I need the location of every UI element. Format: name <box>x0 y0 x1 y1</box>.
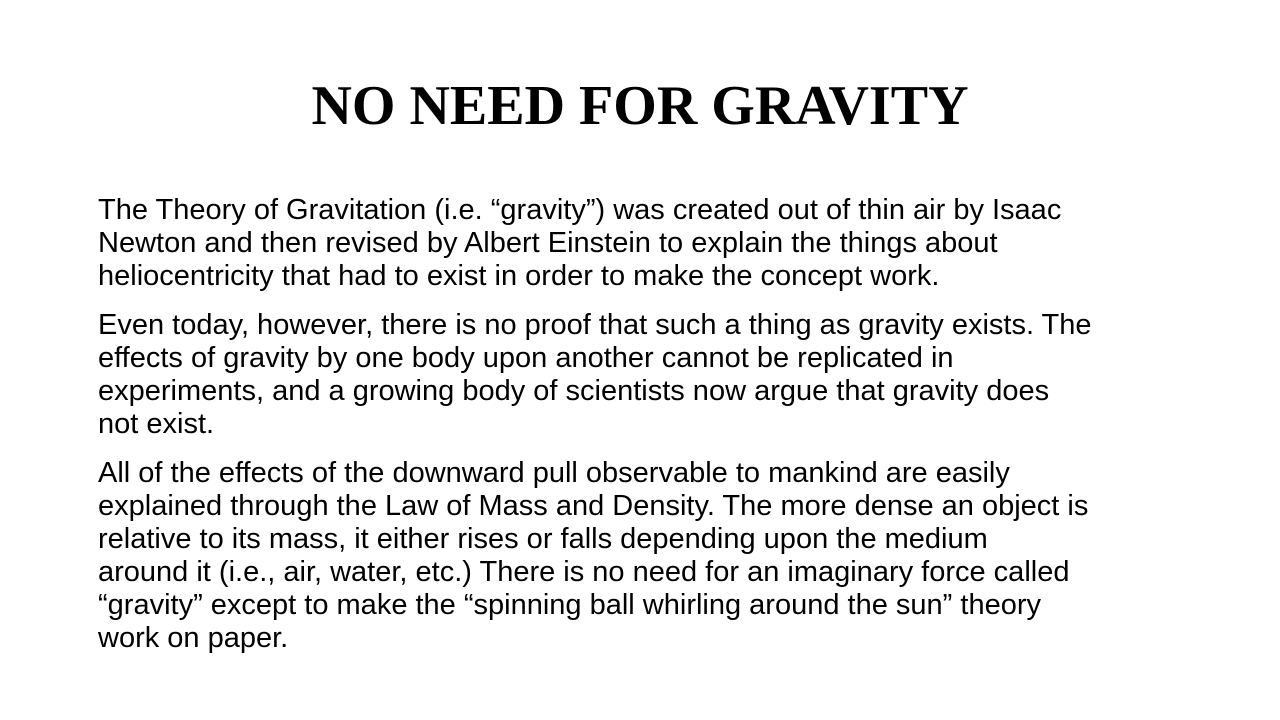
paragraph-line: The Theory of Gravitation (i.e. “gravity”) was created out of thin air by Isaac <box>98 194 1062 226</box>
slide-title: NO NEED FOR GRAVITY <box>311 75 969 137</box>
slide-body <box>98 194 1218 671</box>
paragraph-line: effects of gravity by one body upon another cannot be replicated in <box>98 342 954 374</box>
paragraph-3 <box>98 457 1218 655</box>
paragraph-line: around it (i.e., air, water, etc.) There is no need for an imaginary force called <box>98 556 1070 588</box>
paragraph-line: Newton and then revised by Albert Einstein to explain the things about <box>98 227 998 259</box>
paragraph-1 <box>98 194 1218 293</box>
paragraph-line: experiments, and a growing body of scientists now argue that gravity does <box>98 375 1050 407</box>
paragraph-line: explained through the Law of Mass and Density. The more dense an object is <box>98 490 1089 522</box>
paragraph-line: “gravity” except to make the “spinning ball whirling around the sun” theory <box>98 589 1041 621</box>
paragraph-2 <box>98 309 1218 441</box>
paragraph-line: heliocentricity that had to exist in order to make the concept work. <box>98 260 940 292</box>
paragraph-line: Even today, however, there is no proof that such a thing as gravity exists. The <box>98 309 1092 341</box>
paragraph-line: not exist. <box>98 408 215 440</box>
paragraph-line: All of the effects of the downward pull observable to mankind are easily <box>98 457 1010 489</box>
paragraph-line: relative to its mass, it either rises or falls depending upon the medium <box>98 523 988 555</box>
paragraph-line: work on paper. <box>98 622 289 654</box>
